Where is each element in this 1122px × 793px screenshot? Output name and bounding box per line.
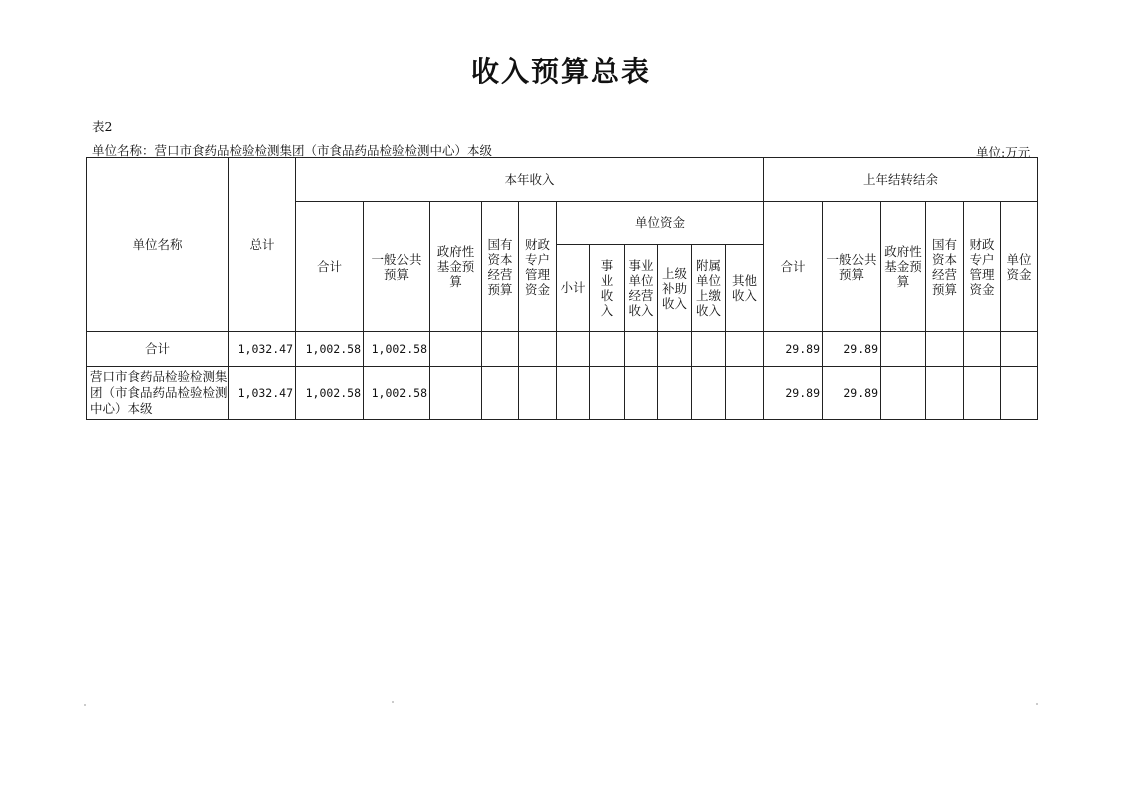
- header-uf-business-income-text: 事业收入: [600, 258, 614, 318]
- header-prior-fiscal-special: [964, 202, 1001, 332]
- row-cur-total-value: 1,002.58: [296, 367, 364, 420]
- header-uf-business-unit-operation: [625, 245, 658, 332]
- row-cell: [590, 367, 625, 420]
- income-budget-table: [86, 157, 1038, 420]
- header-uf-superior-subsidy: [658, 245, 692, 332]
- header-uf-other-income-text: 其他收入: [731, 273, 757, 303]
- header-prior-gov-fund-text: 政府性基金预算: [884, 244, 922, 289]
- row-cell: [926, 367, 964, 420]
- header-cur-general-public: [364, 202, 430, 332]
- header-row-1: [87, 158, 1038, 202]
- row-prior-total-value: 29.89: [764, 367, 823, 420]
- header-current-year-income: 本年收入: [296, 158, 764, 202]
- row-cell: [1001, 332, 1038, 367]
- row-cell: [964, 367, 1001, 420]
- table-number-label: 表2: [92, 119, 113, 134]
- row-prior-total-value: 29.89: [764, 332, 823, 367]
- row-cell: [557, 332, 590, 367]
- page-title: 收入预算总表: [470, 55, 651, 88]
- row-cell: [430, 367, 482, 420]
- row-cell: [692, 332, 726, 367]
- header-cur-general-public-text: 一般公共预算: [371, 251, 422, 282]
- header-uf-business-unit-operation-text: 事业单位经营收入: [628, 258, 654, 318]
- measure-unit-label: 单位:万元: [976, 145, 1031, 160]
- header-total: 总计: [229, 158, 296, 332]
- header-prior-general-public-text: 一般公共预算: [826, 251, 877, 282]
- row-cell: [590, 332, 625, 367]
- table-row-total: [87, 332, 1038, 367]
- header-uf-business-income: [590, 245, 625, 332]
- header-prior-gov-fund: [881, 202, 926, 332]
- scan-speck: [1036, 703, 1038, 705]
- header-unit-funds: 单位资金: [557, 202, 764, 245]
- row-name: 合计: [87, 332, 229, 367]
- row-cell: [881, 367, 926, 420]
- header-cur-gov-fund: [430, 202, 482, 332]
- row-cur-general-public-value: 1,002.58: [364, 367, 430, 420]
- header-uf-affiliated-unit-remit: [692, 245, 726, 332]
- header-uf-other-income: [726, 245, 764, 332]
- row-cell: [519, 332, 557, 367]
- header-unit-name: 单位名称: [87, 158, 229, 332]
- header-prior-general-public: [823, 202, 881, 332]
- row-cell: [625, 332, 658, 367]
- header-prior-state-capital: [926, 202, 964, 332]
- header-prior-fiscal-special-text: 财政专户管理资金: [969, 236, 995, 297]
- row-cell: [692, 367, 726, 420]
- header-prior-year-carryover: 上年结转结余: [764, 158, 1038, 202]
- header-cur-fiscal-special-text: 财政专户管理资金: [524, 236, 550, 297]
- row-prior-general-public-value: 29.89: [823, 332, 881, 367]
- scan-speck: [392, 701, 394, 703]
- unit-name-line: 单位名称：营口市食药品检验检测集团（市食品药品检验检测中心）本级: [92, 143, 493, 158]
- row-cell: [964, 332, 1001, 367]
- row-prior-general-public-value: 29.89: [823, 367, 881, 420]
- row-cell: [557, 367, 590, 420]
- row-cell: [726, 332, 764, 367]
- row-cell: [881, 332, 926, 367]
- header-uf-superior-subsidy-text: 上级补助收入: [661, 265, 687, 311]
- header-cur-state-capital-text: 国有资本经营预算: [487, 236, 513, 297]
- row-cell: [658, 367, 692, 420]
- header-prior-unit-funds: [1001, 202, 1038, 332]
- row-name: 营口市食药品检验检测集团（市食品药品检验检测中心）本级: [87, 367, 229, 420]
- row-cell: [1001, 367, 1038, 420]
- row-total-value: 1,032.47: [229, 332, 296, 367]
- row-cell: [519, 367, 557, 420]
- row-cell: [482, 332, 519, 367]
- header-uf-affiliated-unit-remit-text: 附属单位上缴收入: [696, 258, 722, 318]
- row-cell: [658, 332, 692, 367]
- header-cur-fiscal-special: [519, 202, 557, 332]
- header-uf-subtotal: 小计: [557, 245, 590, 332]
- row-cur-general-public-value: 1,002.58: [364, 332, 430, 367]
- header-prior-total: 合计: [764, 202, 823, 332]
- header-prior-state-capital-text: 国有资本经营预算: [931, 236, 957, 297]
- scan-speck: [84, 704, 86, 706]
- row-cell: [430, 332, 482, 367]
- row-cell: [726, 367, 764, 420]
- row-cell: [482, 367, 519, 420]
- header-cur-total: 合计: [296, 202, 364, 332]
- row-total-value: 1,032.47: [229, 367, 296, 420]
- header-cur-state-capital: [482, 202, 519, 332]
- row-cur-total-value: 1,002.58: [296, 332, 364, 367]
- row-cell: [625, 367, 658, 420]
- header-cur-gov-fund-text: 政府性基金预算: [436, 244, 475, 289]
- row-cell: [926, 332, 964, 367]
- header-prior-unit-funds-text: 单位资金: [1006, 251, 1032, 282]
- table-row-unit: [87, 367, 1038, 420]
